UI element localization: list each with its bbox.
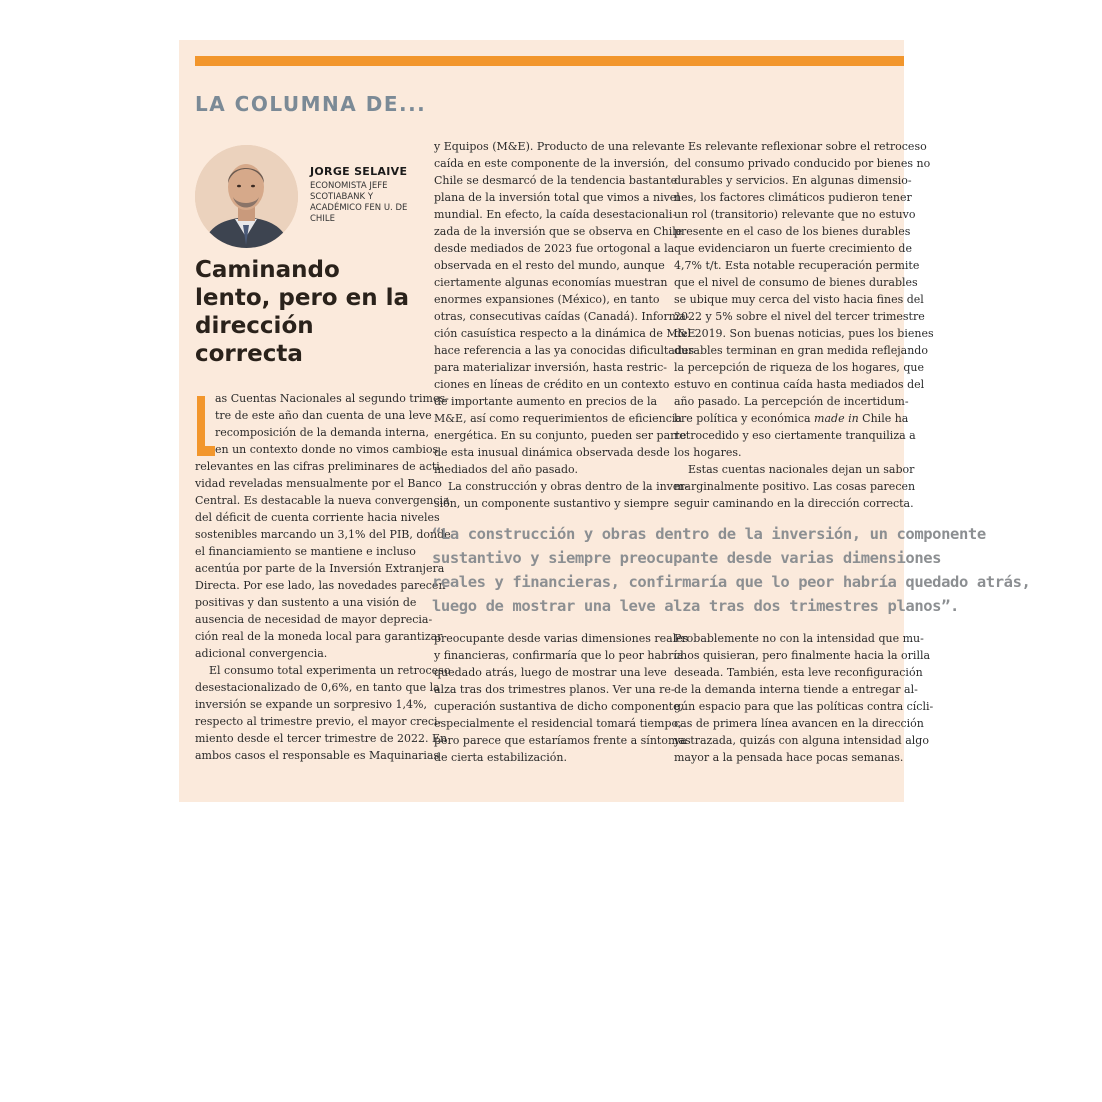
pull-quote: [432, 522, 1031, 618]
text-line: tre de este año dan cuenta de una leve: [215, 409, 432, 422]
text-line: otras, consecutivas caídas (Canadá). Informa-: [434, 310, 690, 323]
text-line: que el nivel de consumo de bienes durables: [674, 276, 918, 289]
text-line: seguir caminando en la dirección correcta.: [674, 497, 914, 510]
text-line: ya trazada, quizás con alguna intensidad algo: [674, 734, 929, 747]
author-block: [310, 165, 420, 225]
text-line: Directa. Por ese lado, las novedades parecen: [195, 579, 446, 592]
column-2-bottom: [434, 630, 691, 766]
text-line: el financiamiento se mantiene e incluso: [195, 545, 416, 558]
column-3-top: [674, 138, 934, 512]
text-line: observada en el resto del mundo, aunque: [434, 259, 665, 272]
author-role: ECONOMISTA JEFE SCOTIABANK Y ACADÉMICO FEN U. DE CHILE: [310, 181, 408, 224]
text-line: ausencia de necesidad de mayor deprecia-: [195, 613, 433, 626]
text-line: ciertamente algunas economías muestran: [434, 276, 668, 289]
text-line: un rol (transitorio) relevante que no estuvo: [674, 208, 916, 221]
text-line: durables terminan en gran medida reflejando: [674, 344, 928, 357]
text-line: caída en este componente de la inversión,: [434, 157, 669, 170]
text-line: sión, un componente sustantivo y siempre: [434, 497, 669, 510]
text-line: deseada. También, esta leve reconfiguración: [674, 666, 923, 679]
text-line: Probablemente no con la intensidad que mu-: [674, 632, 924, 645]
text-line: de esta inusual dinámica observada desde: [434, 446, 670, 459]
text-line: respecto al trimestre previo, el mayor creci-: [195, 715, 442, 728]
text-line: para materializar inversión, hasta restric-: [434, 361, 668, 374]
pull-quote-line: luego de mostrar una leve alza tras dos trimestres planos”.: [432, 597, 959, 615]
text-line: hace referencia a las ya conocidas dificultades: [434, 344, 695, 357]
text-line: del déficit de cuenta corriente hacia niveles: [195, 511, 440, 524]
author-name: JORGE SELAIVE: [310, 165, 408, 178]
text-line: energética. En su conjunto, pueden ser parte: [434, 429, 687, 442]
pull-quote-line: sustantivo y siempre preocupante desde varias dimensiones: [432, 549, 942, 567]
text-line: acentúa por parte de la Inversión Extranjera: [195, 562, 445, 575]
column-3-bottom: [674, 630, 934, 766]
text-line: de importante aumento en precios de la: [434, 395, 658, 408]
text-line: 4,7% t/t. Esta notable recuperación permite: [674, 259, 920, 272]
text-line: en un contexto donde no vimos cambios: [215, 443, 439, 456]
text-line: del consumo privado conducido por bienes no: [674, 157, 931, 170]
text-line: la percepción de riqueza de los hogares, que: [674, 361, 924, 374]
author-photo: [195, 145, 298, 248]
text-line: desestacionalizado de 0,6%, en tanto que la: [195, 681, 440, 694]
text-line: alza tras dos trimestres planos. Ver una re-: [434, 683, 675, 696]
text-line: inversión se expande un sorpresivo 1,4%,: [195, 698, 427, 711]
text-line: preocupante desde varias dimensiones reales: [434, 632, 689, 645]
paragraph: [434, 138, 696, 478]
pull-quote-line: reales y financieras, confirmaría que lo peor habría quedado atrás,: [432, 573, 1031, 591]
paragraph: [674, 138, 934, 461]
text-line: adicional convergencia.: [195, 647, 328, 660]
text-line: de cierta estabilización.: [434, 751, 567, 764]
text-line: sostenibles marcando un 3,1% del PIB, donde: [195, 528, 451, 541]
text-line: desde mediados de 2023 fue ortogonal a la: [434, 242, 675, 255]
text-line: marginalmente positivo. Las cosas parecen: [674, 480, 916, 493]
drop-cap-letter: [195, 396, 215, 456]
text-line: que evidenciaron un fuerte crecimiento de: [674, 242, 912, 255]
text-line: especialmente el residencial tomará tiempo,: [434, 717, 682, 730]
text-line: miento desde el tercer trimestre de 2022. En: [195, 732, 448, 745]
text-line: cuperación sustantiva de dicho componente,: [434, 700, 684, 713]
text-line: Chile se desmarcó de la tendencia bastante: [434, 174, 678, 187]
text-line: ambos casos el responsable es Maquinarias: [195, 749, 440, 762]
text-line: Central. Es destacable la nueva convergencia: [195, 494, 450, 507]
text-line: recomposición de la demanda interna,: [215, 426, 429, 439]
accent-bar: [195, 56, 904, 66]
text-line: as Cuentas Nacionales al segundo trimes-: [215, 392, 449, 405]
text-line: La construcción y obras dentro de la inver-: [448, 480, 689, 493]
text-line: M&E, así como requerimientos de eficiencia: [434, 412, 682, 425]
headline: Caminando lento, pero en la dirección correcta: [195, 257, 409, 367]
text-line: mundial. En efecto, la caída desestacionali-: [434, 208, 677, 221]
text-line: y financieras, confirmaría que lo peor habría: [434, 649, 684, 662]
text-line: Es relevante reflexionar sobre el retroceso: [688, 140, 927, 153]
column-2-top: [434, 138, 696, 512]
text-line: se ubique muy cerca del visto hacia fines del: [674, 293, 924, 306]
paragraph: [195, 662, 451, 764]
text-line: ción casuística respecto a la dinámica de M&E: [434, 327, 696, 340]
text-line: vidad reveladas mensualmente por el Banco: [195, 477, 442, 490]
text-line: 2022 y 5% sobre el nivel del tercer trimestre: [674, 310, 925, 323]
article-page: [179, 40, 1031, 802]
text-line: durables y servicios. En algunas dimensio-: [674, 174, 912, 187]
column-1: [195, 390, 451, 764]
paragraph: [434, 478, 689, 512]
text-line: bre política y económica made in Chile ha: [674, 412, 909, 425]
text-line: El consumo total experimenta un retroceso: [209, 664, 451, 677]
text-line: enormes expansiones (México), en tanto: [434, 293, 660, 306]
pull-quote-line: “La construcción y obras dentro de la inversión, un componente: [432, 525, 986, 543]
text-line: gún espacio para que las políticas contra cícli-: [674, 700, 934, 713]
paragraph: [674, 461, 916, 512]
text-line: quedado atrás, luego de mostrar una leve: [434, 666, 667, 679]
text-line: ciones en líneas de crédito en un contexto: [434, 378, 670, 391]
paragraph: [195, 390, 451, 662]
text-line: relevantes en las cifras preliminares de acti-: [195, 460, 444, 473]
text-line: Estas cuentas nacionales dejan un sabor: [688, 463, 915, 476]
text-line: pero parece que estaríamos frente a síntomas: [434, 734, 691, 747]
text-line: zada de la inversión que se observa en Chile: [434, 225, 683, 238]
text-line: ción real de la moneda local para garantizar: [195, 630, 443, 643]
text-line: estuvo en continua caída hasta mediados del: [674, 378, 925, 391]
text-line: plana de la inversión total que vimos a nivel: [434, 191, 680, 204]
text-line: chos quisieran, pero finalmente hacia la orilla: [674, 649, 931, 662]
text-line: del 2019. Son buenas noticias, pues los bienes: [674, 327, 934, 340]
section-label: LA COLUMNA DE...: [195, 92, 427, 116]
text-line: presente en el caso de los bienes durables: [674, 225, 911, 238]
text-line: los hogares.: [674, 446, 742, 459]
text-line: retrocedido y eso ciertamente tranquiliza a: [674, 429, 916, 442]
text-line: mayor a la pensada hace pocas semanas.: [674, 751, 904, 764]
text-line: cas de primera línea avancen en la dirección: [674, 717, 924, 730]
text-line: año pasado. La percepción de incertidum-: [674, 395, 909, 408]
text-line: mediados del año pasado.: [434, 463, 578, 476]
text-line: y Equipos (M&E). Producto de una relevante: [434, 140, 685, 153]
text-line: positivas y dan sustento a una visión de: [195, 596, 417, 609]
text-line: de la demanda interna tiende a entregar al-: [674, 683, 918, 696]
text-line: nes, los factores climáticos pudieron tener: [674, 191, 912, 204]
